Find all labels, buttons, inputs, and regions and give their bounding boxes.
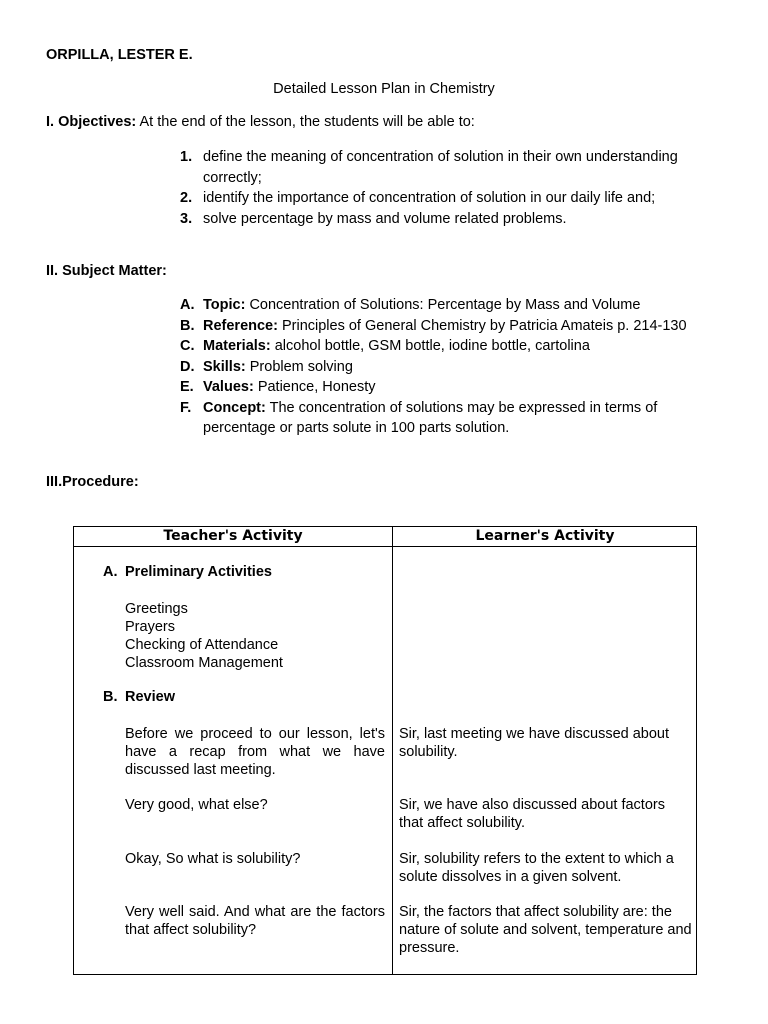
subject-item-letter: D. bbox=[180, 358, 195, 375]
objective-number: 2. bbox=[180, 190, 193, 206]
subject-item-letter: E. bbox=[180, 379, 194, 395]
teacher-line: Very well said. And what are the factors that affect solubility? bbox=[125, 904, 385, 938]
learner-line: Sir, the factors that affect solubility are: the nature of solute and solvent, temperature and pressure. bbox=[399, 904, 692, 956]
teacher-line bbox=[125, 725, 385, 779]
subject-item-skills bbox=[180, 357, 720, 378]
teacher-line-part2: have a recap from what we have discussed last meeting. bbox=[125, 744, 385, 778]
subject-item-letter: B. bbox=[180, 317, 195, 334]
column-divider bbox=[392, 527, 393, 974]
section-letter: A. bbox=[103, 564, 118, 580]
header-divider bbox=[74, 546, 696, 547]
objective-number: 3. bbox=[180, 210, 193, 227]
subject-item-letter: C. bbox=[180, 338, 195, 354]
learner-line: Sir, solubility refers to the extent to which a solute dissolves in a given solvent. bbox=[399, 851, 674, 885]
procedure-table bbox=[73, 526, 697, 975]
teacher-line: Okay, So what is solubility? bbox=[125, 851, 301, 867]
objective-text: identify the importance of concentration of solution in our daily life and; bbox=[203, 190, 656, 206]
subject-item-text: Concentration of Solutions: Percentage by Mass and Volume bbox=[249, 297, 641, 313]
preliminary-item: Classroom Management bbox=[125, 655, 283, 671]
subject-item-topic bbox=[180, 295, 720, 316]
objective-item bbox=[180, 188, 720, 209]
subject-item-letter: F. bbox=[180, 399, 192, 416]
document-title: Detailed Lesson Plan in Chemistry bbox=[273, 81, 495, 97]
objectives-label: I. Objectives: bbox=[46, 114, 137, 130]
subject-item-values bbox=[180, 377, 720, 398]
subject-item-label: Skills: bbox=[203, 358, 246, 375]
objective-item bbox=[180, 209, 720, 230]
objective-number: 1. bbox=[180, 149, 193, 165]
objectives-heading bbox=[46, 114, 475, 130]
teacher-activity-header: Teacher's Activity bbox=[163, 528, 303, 544]
subject-item-text: Principles of General Chemistry by Patricia Amateis p. 214-130 bbox=[281, 317, 687, 334]
procedure-heading: III.Procedure: bbox=[46, 474, 139, 490]
objectives-list bbox=[180, 147, 720, 229]
subject-item-text: alcohol bottle, GSM bottle, iodine bottle, cartolina bbox=[274, 338, 590, 354]
subject-matter-heading: II. Subject Matter: bbox=[46, 263, 167, 279]
preliminary-item: Greetings bbox=[125, 601, 188, 617]
learner-line: Sir, we have also discussed about factors that affect solubility. bbox=[399, 797, 665, 831]
subject-matter-list bbox=[180, 295, 720, 439]
section-title: Review bbox=[125, 689, 175, 705]
subject-item-materials bbox=[180, 336, 720, 357]
subject-item-label: Values: bbox=[203, 379, 254, 395]
teacher-line: Very good, what else? bbox=[125, 797, 268, 813]
learner-activity-header: Learner's Activity bbox=[475, 528, 615, 544]
subject-item-reference bbox=[180, 316, 720, 337]
subject-item-text: Patience, Honesty bbox=[257, 379, 376, 395]
preliminary-item: Prayers bbox=[125, 619, 175, 635]
section-review bbox=[103, 689, 175, 705]
subject-item-label: Reference: bbox=[203, 317, 278, 334]
subject-item-concept bbox=[180, 398, 720, 439]
subject-item-label: Topic: bbox=[203, 297, 246, 313]
section-preliminary-activities bbox=[103, 564, 272, 580]
author-name: ORPILLA, LESTER E. bbox=[46, 47, 193, 63]
objectives-intro: At the end of the lesson, the students will be able to: bbox=[139, 114, 475, 130]
teacher-line-part1: Before we proceed to our lesson, let's bbox=[125, 726, 385, 742]
preliminary-item: Checking of Attendance bbox=[125, 637, 279, 653]
subject-item-text: The concentration of solutions may be expressed in terms of percentage or parts solute in 100 parts solution. bbox=[203, 399, 658, 436]
section-letter: B. bbox=[103, 689, 118, 705]
subject-item-label: Concept: bbox=[203, 399, 266, 416]
learner-line: Sir, last meeting we have discussed about solubility. bbox=[399, 726, 670, 760]
subject-item-text: Problem solving bbox=[249, 358, 353, 375]
subject-item-label: Materials: bbox=[203, 338, 271, 354]
objective-item bbox=[180, 147, 720, 188]
objective-text: solve percentage by mass and volume related problems. bbox=[203, 210, 567, 227]
subject-item-letter: A. bbox=[180, 297, 195, 313]
objective-text: define the meaning of concentration of solution in their own understanding correctly; bbox=[203, 149, 678, 186]
section-title: Preliminary Activities bbox=[125, 564, 272, 580]
preliminary-list bbox=[125, 600, 283, 672]
